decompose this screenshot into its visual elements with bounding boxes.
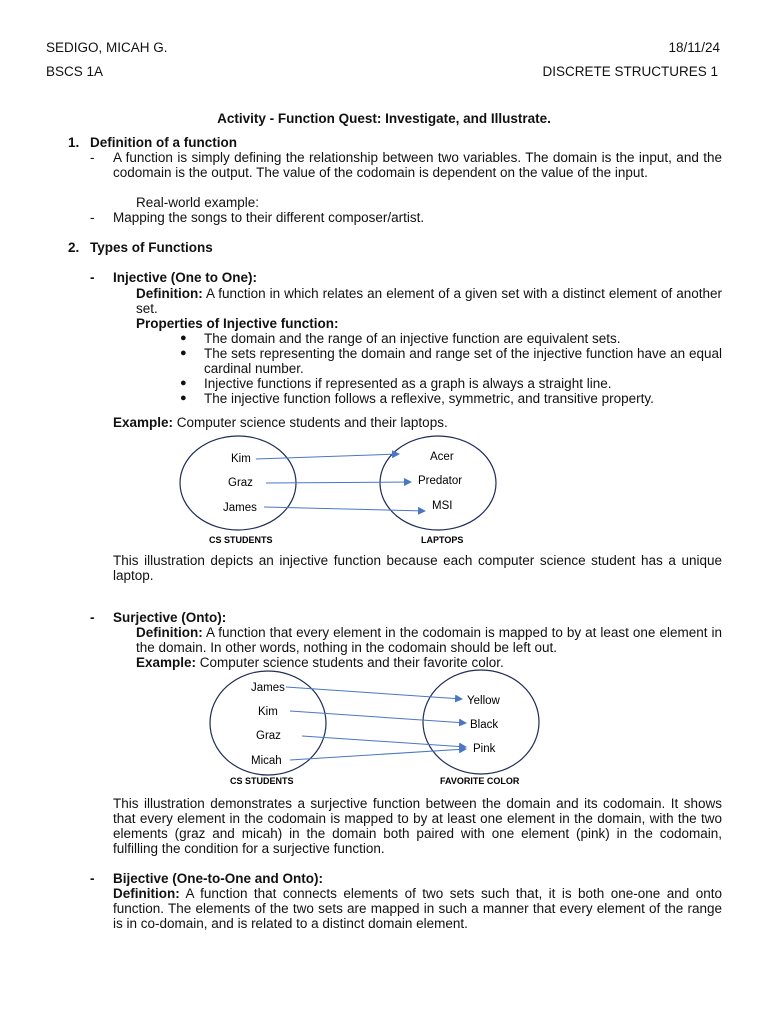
injective-domain-item: James — [223, 502, 257, 514]
surjective-definition-text: A function that every element in the codomain is mapped to by at least one element in the domain. In other words, nothing in the codomain should be left out. — [136, 625, 722, 655]
section1-heading: Definition of a function — [90, 135, 237, 150]
injective-dash: - — [90, 270, 95, 285]
injective-properties-label: Properties of Injective function: — [136, 316, 339, 331]
student-name: SEDIGO, MICAH G. — [46, 40, 168, 55]
injective-arrow — [264, 507, 425, 511]
bullet-icon: ● — [180, 392, 187, 404]
injective-definition-label: Definition: — [136, 286, 203, 301]
section1-dash-2: - — [90, 210, 95, 225]
document-date: 18/11/24 — [668, 40, 720, 55]
surjective-example-text: Computer science students and their favorite color. — [199, 655, 504, 670]
injective-heading: Injective (One to One): — [113, 270, 258, 285]
injective-codomain-item: Predator — [418, 475, 463, 487]
injective-example-text: Computer science students and their laptops. — [176, 415, 448, 430]
injective-domain-item: Kim — [231, 453, 251, 465]
surjective-example — [136, 655, 504, 670]
injective-codomain-item: Acer — [430, 451, 454, 463]
surjective-codomain-item: Yellow — [467, 695, 500, 707]
surjective-dash: - — [90, 610, 95, 625]
surjective-definition — [136, 625, 722, 655]
injective-codomain-item: MSI — [432, 500, 453, 512]
bullet-icon: ● — [180, 332, 187, 344]
section1-number: 1. — [68, 135, 80, 150]
bullet-icon: ● — [180, 347, 187, 359]
section1-dash: - — [90, 150, 95, 165]
surjective-domain-item: Graz — [256, 730, 281, 742]
section2-heading: Types of Functions — [90, 240, 213, 255]
section1-example-label: Real-world example: — [136, 195, 260, 210]
surjective-codomain-item: Pink — [473, 743, 496, 755]
surjective-domain-item: Micah — [251, 755, 282, 767]
injective-arrow — [266, 482, 411, 483]
surjective-arrow — [302, 736, 466, 747]
student-section: BSCS 1A — [46, 64, 104, 79]
injective-example-label: Example: — [113, 415, 174, 430]
bijective-heading: Bijective (One-to-One and Onto): — [113, 871, 324, 886]
injective-explanation: This illustration depicts an injective function because each computer science student has a unique laptop. — [113, 553, 722, 583]
surjective-explanation: This illustration demonstrates a surjective function between the domain and its codomain. It shows that every element in the codomain is mapped to by at least one element in the domain, with the two elements (graz and micah) in the domain both paired with one element (pink) in the codomain, fulfilling the condition for a surjective function. — [113, 796, 722, 856]
surjective-example-label: Example: — [136, 655, 197, 670]
bijective-definition-text: A function that connects elements of two sets such that, it is both one-one and onto function. The elements of the two sets are mapped in such a manner that every element of the range is in co-domain, and is related to a distinct domain element. — [113, 886, 723, 931]
injective-domain-label: CS STUDENTS — [209, 535, 273, 545]
injective-property-3: Injective functions if represented as a graph is always a straight line. — [204, 376, 612, 391]
course-name: DISCRETE STRUCTURES 1 — [542, 64, 718, 79]
injective-definition-text: A function in which relates an element of a given set with a distinct element of another set. — [136, 286, 723, 316]
injective-property-2: The sets representing the domain and range set of the injective function have an equal cardinal number. — [204, 346, 722, 376]
page-title: Activity - Function Quest: Investigate, and Illustrate. — [217, 111, 551, 126]
injective-property-1: The domain and the range of an injective function are equivalent sets. — [204, 331, 621, 346]
surjective-definition-label: Definition: — [136, 625, 203, 640]
bijective-dash: - — [90, 871, 95, 886]
injective-arrow — [256, 454, 399, 459]
surjective-domain-item: James — [251, 682, 285, 694]
injective-codomain-label: LAPTOPS — [421, 535, 464, 545]
surjective-domain-label: CS STUDENTS — [230, 776, 294, 786]
surjective-codomain-item: Black — [470, 719, 499, 731]
surjective-arrow — [290, 711, 466, 723]
bijective-definition-label: Definition: — [113, 886, 180, 901]
surjective-heading: Surjective (Onto): — [113, 610, 227, 625]
bullet-icon: ● — [180, 377, 187, 389]
surjective-domain-item: Kim — [258, 706, 278, 718]
section2-number: 2. — [68, 240, 80, 255]
section1-example: Mapping the songs to their different composer/artist. — [113, 210, 425, 225]
injective-property-4: The injective function follows a reflexive, symmetric, and transitive property. — [204, 391, 654, 406]
surjective-codomain-label: FAVORITE COLOR — [440, 776, 520, 786]
injective-domain-item: Graz — [228, 477, 253, 489]
bijective-definition — [113, 886, 722, 931]
section1-definition: A function is simply defining the relationship between two variables. The domain is the input, and the codomain is the output. The value of the codomain is dependent on the value of the input. — [113, 150, 722, 180]
